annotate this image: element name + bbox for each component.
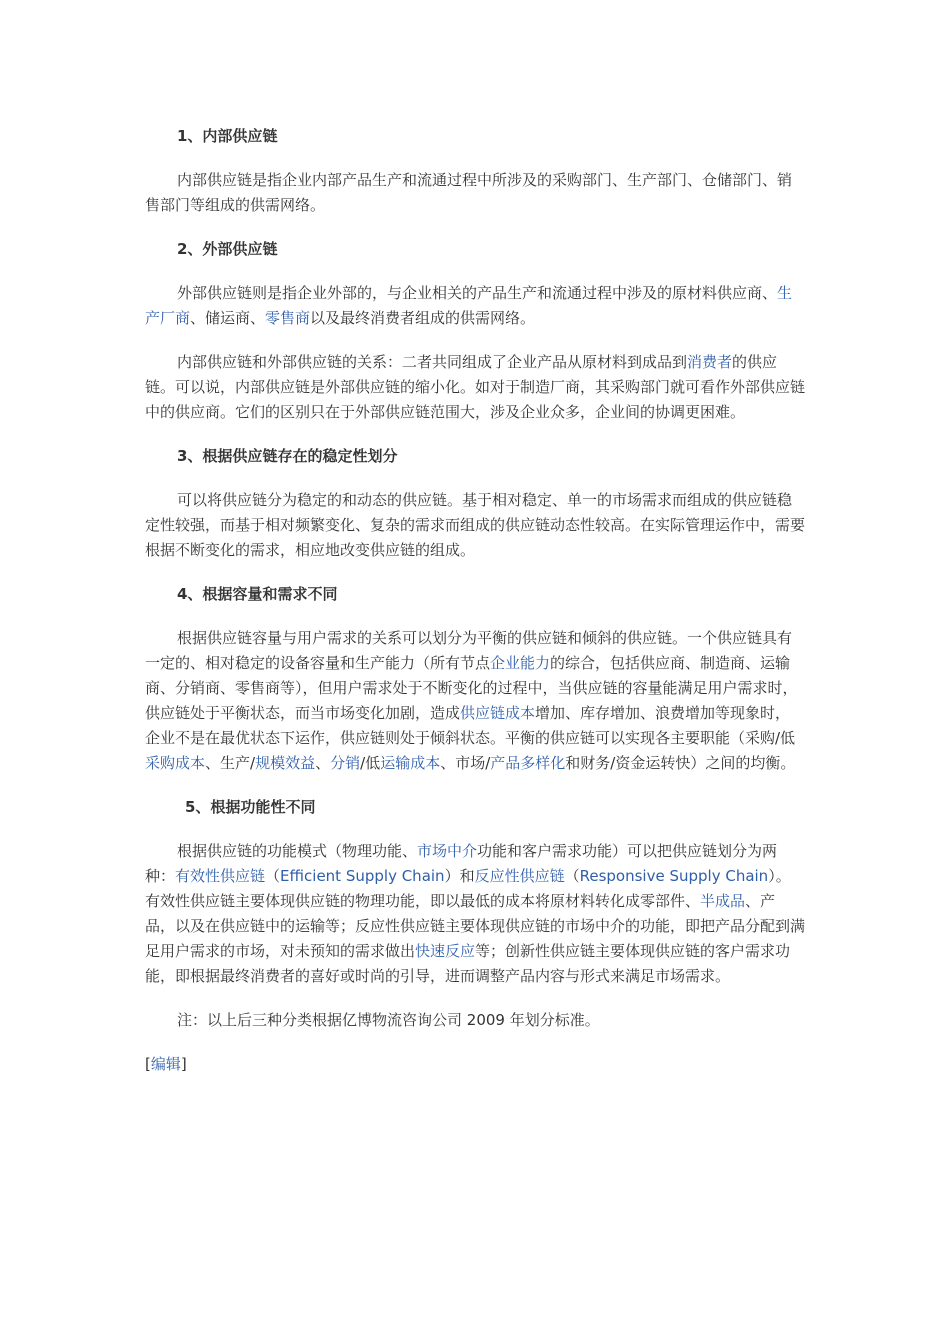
inline-link[interactable]: 企业能力 — [490, 654, 551, 672]
edit-section — [145, 1052, 805, 1077]
inline-link[interactable]: 生产厂商 — [145, 284, 793, 327]
paragraph — [145, 488, 805, 563]
text-run: 根据供应链的功能模式（物理功能、 — [177, 842, 418, 860]
text-run: 功能和客户需求功能）可以把供应链划分为两种： — [145, 842, 778, 885]
text-run: 、市场/ — [440, 754, 491, 772]
section-heading: 3、根据供应链存在的稳定性划分 — [177, 447, 398, 465]
inline-link[interactable]: Responsive Supply Chain — [579, 867, 769, 885]
inline-link[interactable]: 分销 — [330, 754, 361, 772]
text-run: 内部供应链和外部供应链的关系：二者共同组成了企业产品从原材料到成品到 — [177, 353, 688, 371]
paragraph — [145, 839, 805, 989]
inline-link[interactable]: 产品多样化 — [490, 754, 566, 772]
section-heading: 4、根据容量和需求不同 — [177, 585, 338, 603]
inline-link[interactable]: Efficient Supply Chain — [280, 867, 445, 885]
text-run: 外部供应链则是指企业外部的，与企业相关的产品生产和流通过程中涉及的原材料供应商、 — [177, 284, 778, 302]
text-run: 以及最终消费者组成的供需网络。 — [310, 309, 536, 327]
edit-link[interactable]: 编辑 — [150, 1055, 181, 1073]
text-run: ）和 — [444, 867, 475, 885]
paragraph — [145, 168, 805, 218]
text-run: （ — [265, 867, 281, 885]
text-run: 、产品，以及在供应链中的运输等；反应性供应链主要体现供应链的市场中介的功能，即把产品分配到满足用户需求的市场，对未预知的需求做出 — [145, 892, 806, 960]
inline-link[interactable]: 市场中介 — [417, 842, 478, 860]
text-run: 内部供应链是指企业内部产品生产和流通过程中所涉及的采购部门、生产部门、仓储部门、销售部门等组成的供需网络。 — [145, 171, 793, 214]
text-run: 、 — [315, 754, 331, 772]
text-run: 可以将供应链分为稳定的和动态的供应链。基于相对稳定、单一的市场需求而组成的供应链稳定性较强，而基于相对频繁变化、复杂的需求而组成的供应链动态性较高。在实际管理运作中，需要根据不断变化的需求，相应地改变供应链的组成。 — [145, 491, 806, 559]
text-run: 等；创新性供应链主要体现供应链的客户需求功能，即根据最终消费者的喜好或时尚的引导，进而调整产品内容与形式来满足市场需求。 — [145, 942, 791, 985]
section-heading: 2、外部供应链 — [177, 240, 278, 258]
paragraph — [145, 1008, 805, 1033]
inline-link[interactable]: 消费者 — [687, 353, 733, 371]
inline-link[interactable]: 供应链成本 — [460, 704, 536, 722]
text-run: 的综合，包括供应商、制造商、运输商、分销商、零售商等），但用户需求处于不断变化的过程中，当供应链的容量能满足用户需求时，供应链处于平衡状态，而当市场变化加剧，造成 — [145, 654, 798, 722]
text-run: 、生产/ — [205, 754, 256, 772]
bracket-close: ] — [180, 1055, 187, 1073]
inline-link[interactable]: 反应性供应链 — [474, 867, 565, 885]
inline-link[interactable]: 规模效益 — [255, 754, 316, 772]
paragraph — [145, 281, 805, 331]
article-body — [145, 124, 805, 1096]
paragraph — [145, 626, 805, 776]
inline-link[interactable]: 零售商 — [265, 309, 311, 327]
text-run: /低 — [360, 754, 381, 772]
inline-link[interactable]: 快速反应 — [415, 942, 476, 960]
inline-link[interactable]: 半成品 — [700, 892, 746, 910]
inline-link[interactable]: 运输成本 — [380, 754, 441, 772]
section-heading: 5、根据功能性不同 — [185, 798, 316, 816]
section-heading: 1、内部供应链 — [177, 127, 278, 145]
inline-link[interactable]: 采购成本 — [145, 754, 206, 772]
text-run: （ — [564, 867, 580, 885]
text-run: 、储运商、 — [190, 309, 266, 327]
text-run: 增加、库存增加、浪费增加等现象时，企业不是在最优状态下运作，供应链则处于倾斜状态。平衡的供应链可以实现各主要职能（采购/低 — [145, 704, 796, 747]
inline-link[interactable]: 有效性供应链 — [175, 867, 266, 885]
text-run: 和财务/资金运转快）之间的均衡。 — [565, 754, 796, 772]
text-run: 注：以上后三种分类根据亿博物流咨询公司 2009 年划分标准。 — [177, 1011, 600, 1029]
text-run: 根据供应链容量与用户需求的关系可以划分为平衡的供应链和倾斜的供应链。一个供应链具有一定的、相对稳定的设备容量和生产能力（所有节点 — [145, 629, 793, 672]
text-run: ）。有效性供应链主要体现供应链的物理功能，即以最低的成本将原材料转化成零部件、 — [145, 867, 791, 910]
text-run: 的供应链。可以说，内部供应链是外部供应链的缩小化。如对于制造厂商，其采购部门就可看作外部供应链中的供应商。它们的区别只在于外部供应链范围大，涉及企业众多，企业间的协调更困难。 — [145, 353, 806, 421]
bracket-open: [ — [145, 1055, 151, 1073]
paragraph — [145, 350, 805, 425]
